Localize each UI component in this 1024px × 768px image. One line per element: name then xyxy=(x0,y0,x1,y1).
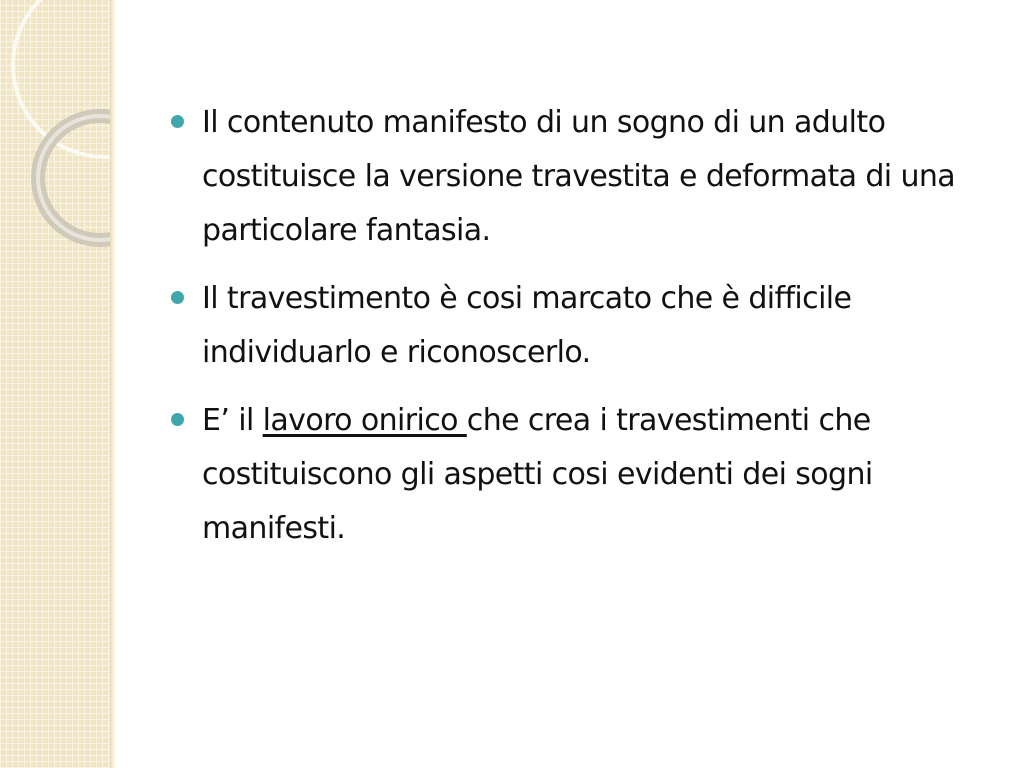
bullet-dot-icon xyxy=(171,413,184,426)
bullet-item-1 xyxy=(168,96,988,258)
bullet-dot-icon xyxy=(171,115,184,128)
bullet-item-2 xyxy=(168,272,988,380)
side-panel-edge xyxy=(110,0,116,768)
bullet-text-3 xyxy=(202,394,988,556)
decorative-circles xyxy=(0,0,110,260)
bullet-text-3-rest: che crea i travestimenti che costituiscono gli aspetti cosi evidenti dei sogni manifesti. xyxy=(202,403,873,546)
bullet-text-1: Il contenuto manifesto di un sogno di un adulto costituisce la versione travestita e deformata di una particolare fantasia. xyxy=(202,105,956,248)
bullet-item-3 xyxy=(168,394,988,556)
bullet-text-3-lead: E’ il xyxy=(202,403,263,438)
underlined-term: lavoro onirico xyxy=(262,403,467,438)
content-bullet-list xyxy=(168,96,988,570)
bullet-text-2: Il travestimento è cosi marcato che è difficile individuarlo e riconoscerlo. xyxy=(202,281,852,370)
decorative-ring-small xyxy=(38,116,110,240)
bullet-dot-icon xyxy=(171,291,184,304)
decorative-side-panel xyxy=(0,0,110,768)
